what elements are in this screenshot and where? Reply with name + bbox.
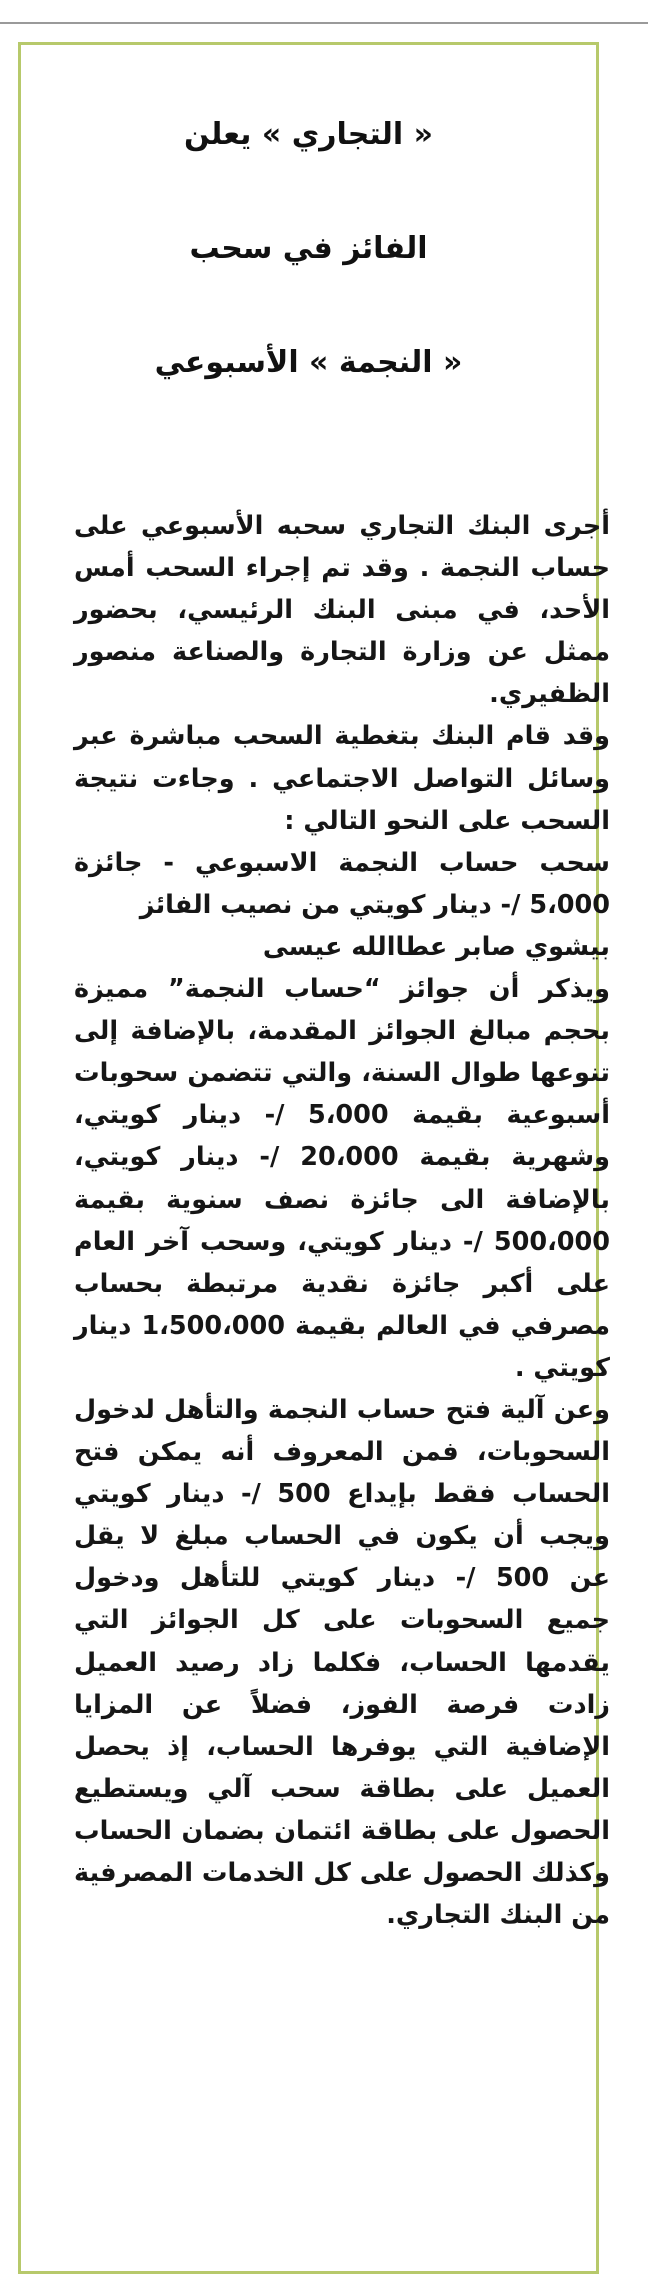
article-headline bbox=[18, 78, 599, 420]
paragraph-prize: سحب حساب النجمة الاسبوعي - جائزة 5،000 /- دينار كويتي من نصيب الفائز bbox=[74, 847, 610, 920]
paragraph-draw-intro: أجرى البنك التجاري سحبه الأسبوعي على حساب النجمة . وقد تم إجراء السحب أمس الأحد، في مبنى البنك الرئيسي، بحضور ممثل عن وزارة التجارة والصناعة منصور الظفيري. bbox=[74, 511, 610, 710]
headline-line-1: « التجاري » يعلن bbox=[184, 117, 433, 152]
paragraph-winner-name: بيشوي صابر عطاالله عيسى bbox=[262, 931, 610, 962]
headline-line-3: « النجمة » الأسبوعي bbox=[154, 345, 463, 380]
paragraph-prizes-overview: ويذكر أن جوائز “حساب النجمة” مميزة بحجم مبالغ الجوائز المقدمة، بالإضافة إلى تنوعها طوال السنة، والتي تتضمن سحوبات أسبوعية بقيمة 5،000 /- دينار كويتي، وشهرية بقيمة 20،000 /- دينار كويتي، بالإضافة الى جائزة نصف سنوية بقيمة 500،000 /- دينار كويتي، وسحب آخر العام على أكبر جائزة نقدية مرتبطة بحساب مصرفي في العالم بقيمة 1،500،000 دينار كويتي . bbox=[74, 974, 610, 1383]
paragraph-account-rules: وعن آلية فتح حساب النجمة والتأهل لدخول السحوبات، فمن المعروف أنه يمكن فتح الحساب فقط بإيداع 500 /- دينار كويتي ويجب أن يكون في الحساب مبلغ لا يقل عن 500 /- دينار كويتي للتأهل ودخول جميع السحوبات على كل الجوائز التي يقدمها الحساب، فكلما زاد رصيد العميل زادت فرصة الفوز، فضلاً عن المزايا الإضافية التي يوفرها الحساب، إذ يحصل العميل على بطاقة سحب آلي ويستطيع الحصول على بطاقة ائتمان بضمان الحساب وكذلك الحصول على كل الخدمات المصرفية من البنك التجاري. bbox=[74, 1394, 610, 1931]
article-body bbox=[74, 505, 610, 1936]
paragraph-coverage: وقد قام البنك بتغطية السحب مباشرة عبر وسائل التواصل الاجتماعي . وجاءت نتيجة السحب على النحو التالي : bbox=[74, 721, 610, 836]
top-divider-rule bbox=[0, 22, 648, 24]
headline-line-2: الفائز في سحب bbox=[189, 231, 428, 266]
